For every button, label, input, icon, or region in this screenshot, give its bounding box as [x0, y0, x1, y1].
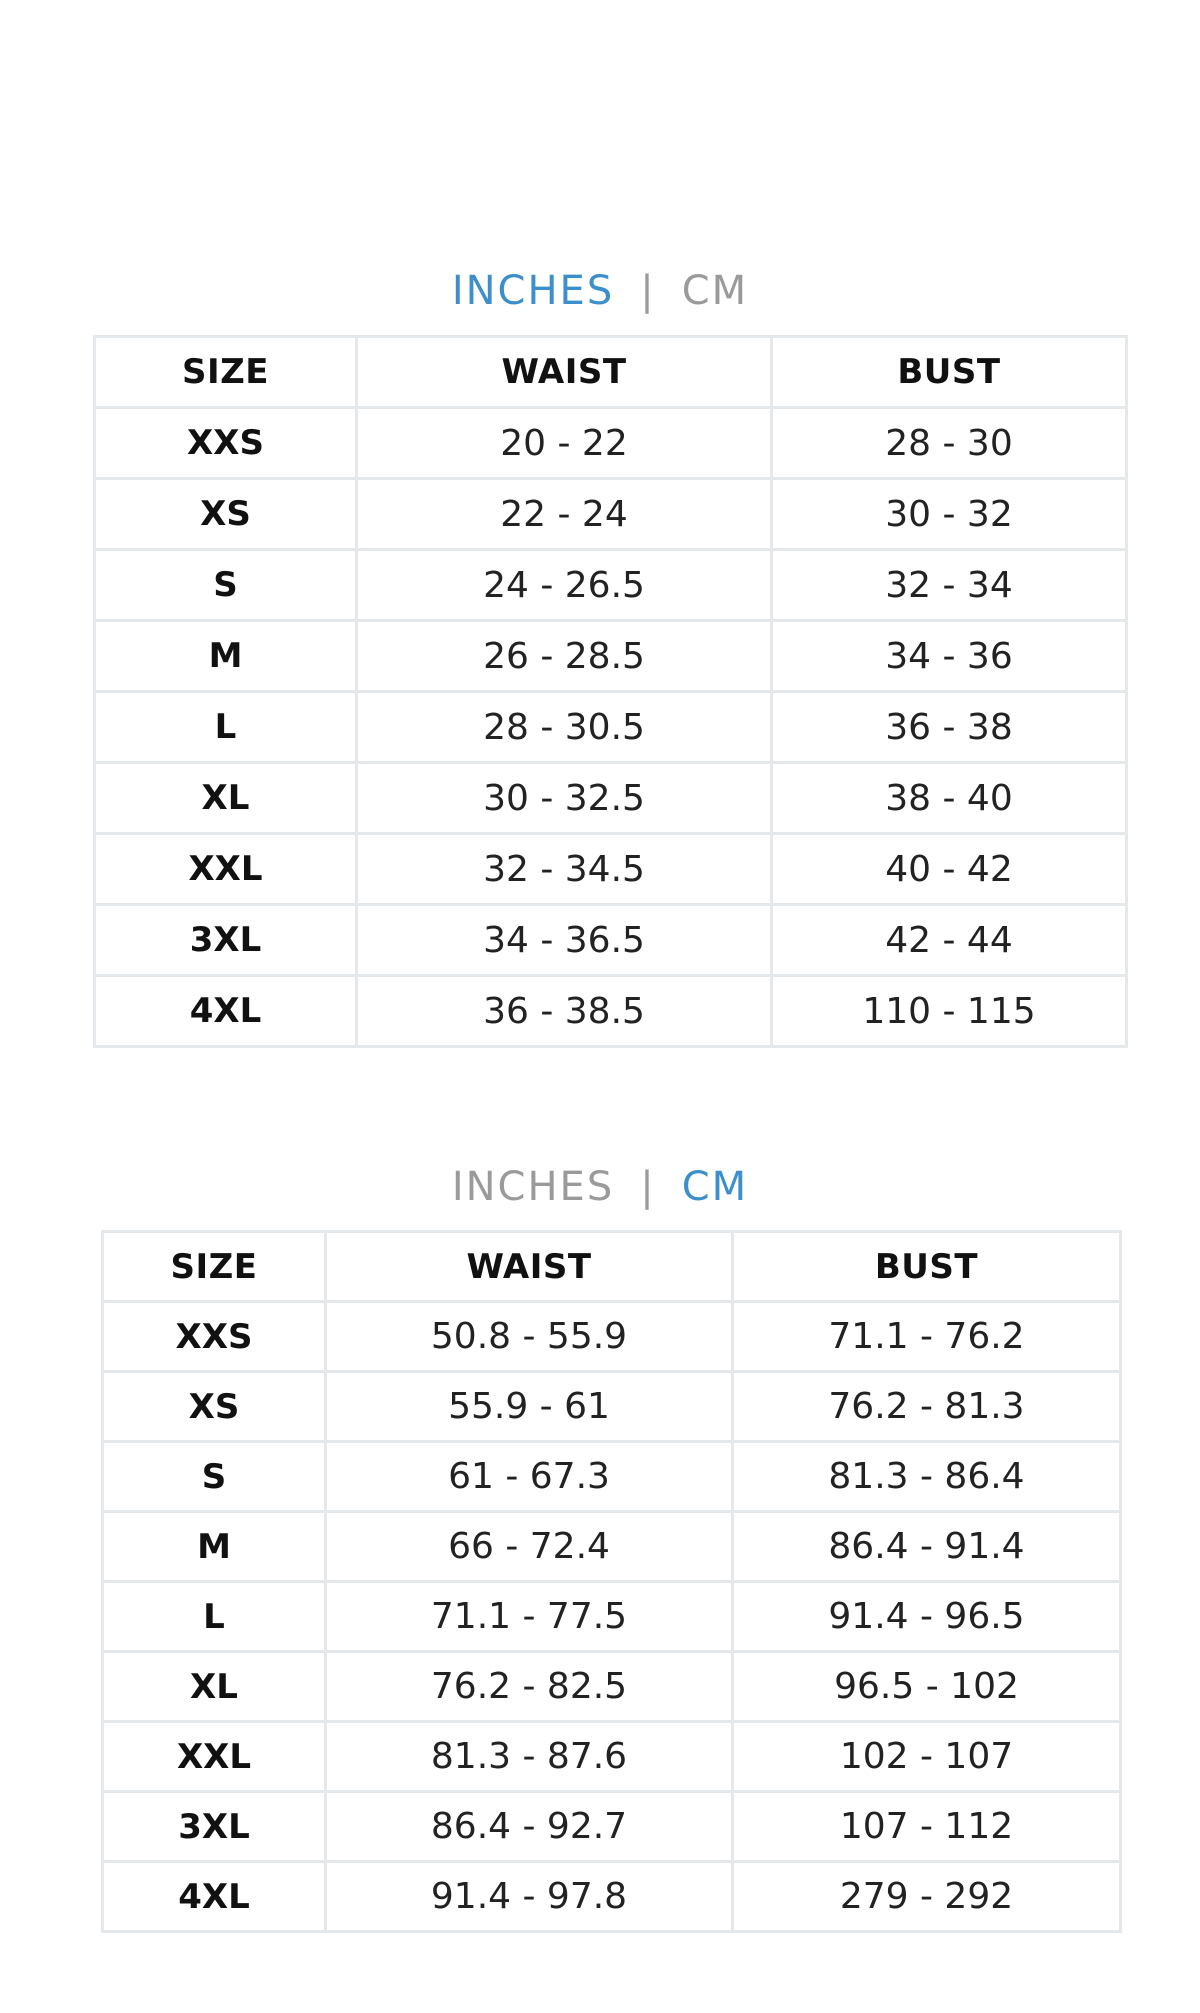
unit-toggle-cm-section	[0, 1160, 1200, 1210]
waist-cell: 61 - 67.3	[326, 1442, 733, 1512]
size-cell: M	[103, 1512, 326, 1582]
table-row	[103, 1442, 1121, 1512]
inches-tab[interactable]: INCHES	[451, 1164, 615, 1210]
header-waist: WAIST	[326, 1232, 733, 1302]
waist-cell: 71.1 - 77.5	[326, 1582, 733, 1652]
table-row	[103, 1302, 1121, 1372]
waist-cell: 86.4 - 92.7	[326, 1792, 733, 1862]
cm-tab[interactable]: CM	[681, 1164, 749, 1210]
size-cell: M	[95, 621, 357, 692]
table-body	[103, 1302, 1121, 1932]
bust-cell: 81.3 - 86.4	[733, 1442, 1121, 1512]
waist-cell: 24 - 26.5	[357, 550, 772, 621]
bust-cell: 30 - 32	[772, 479, 1127, 550]
table-row	[103, 1722, 1121, 1792]
table-row	[103, 1512, 1121, 1582]
bust-cell: 40 - 42	[772, 834, 1127, 905]
size-chart-table-cm	[101, 1230, 1122, 1933]
waist-cell: 32 - 34.5	[357, 834, 772, 905]
table-row	[95, 479, 1127, 550]
size-cell: XXL	[95, 834, 357, 905]
waist-cell: 20 - 22	[357, 408, 772, 479]
size-cell: L	[95, 692, 357, 763]
table-body	[95, 408, 1127, 1047]
bust-cell: 32 - 34	[772, 550, 1127, 621]
size-cell: 4XL	[95, 976, 357, 1047]
waist-cell: 66 - 72.4	[326, 1512, 733, 1582]
unit-separator: |	[640, 1164, 656, 1210]
waist-cell: 55.9 - 61	[326, 1372, 733, 1442]
table-row	[103, 1372, 1121, 1442]
size-cell: 3XL	[95, 905, 357, 976]
table-row	[103, 1862, 1121, 1932]
waist-cell: 26 - 28.5	[357, 621, 772, 692]
waist-cell: 76.2 - 82.5	[326, 1652, 733, 1722]
bust-cell: 76.2 - 81.3	[733, 1372, 1121, 1442]
size-cell: S	[103, 1442, 326, 1512]
table-row	[95, 692, 1127, 763]
waist-cell: 34 - 36.5	[357, 905, 772, 976]
bust-cell: 36 - 38	[772, 692, 1127, 763]
waist-cell: 81.3 - 87.6	[326, 1722, 733, 1792]
bust-cell: 34 - 36	[772, 621, 1127, 692]
table-row	[103, 1652, 1121, 1722]
table-row	[95, 834, 1127, 905]
bust-cell: 279 - 292	[733, 1862, 1121, 1932]
bust-cell: 71.1 - 76.2	[733, 1302, 1121, 1372]
size-cell: 4XL	[103, 1862, 326, 1932]
size-chart-table-inches	[93, 335, 1128, 1048]
bust-cell: 38 - 40	[772, 763, 1127, 834]
waist-cell: 28 - 30.5	[357, 692, 772, 763]
bust-cell: 86.4 - 91.4	[733, 1512, 1121, 1582]
bust-cell: 42 - 44	[772, 905, 1127, 976]
unit-separator: |	[640, 268, 656, 314]
table-row	[95, 905, 1127, 976]
size-cell: L	[103, 1582, 326, 1652]
size-cell: XS	[95, 479, 357, 550]
inches-tab[interactable]: INCHES	[451, 268, 615, 314]
table-row	[95, 621, 1127, 692]
bust-cell: 107 - 112	[733, 1792, 1121, 1862]
size-cell: XL	[95, 763, 357, 834]
bust-cell: 28 - 30	[772, 408, 1127, 479]
waist-cell: 50.8 - 55.9	[326, 1302, 733, 1372]
bust-cell: 102 - 107	[733, 1722, 1121, 1792]
size-cell: XXS	[103, 1302, 326, 1372]
header-size: SIZE	[95, 337, 357, 408]
waist-cell: 91.4 - 97.8	[326, 1862, 733, 1932]
size-cell: XXS	[95, 408, 357, 479]
table-row	[103, 1792, 1121, 1862]
header-bust: BUST	[733, 1232, 1121, 1302]
table-header-row	[95, 337, 1127, 408]
size-cell: XS	[103, 1372, 326, 1442]
table-row	[95, 550, 1127, 621]
size-cell: XL	[103, 1652, 326, 1722]
table-row	[95, 408, 1127, 479]
table-row	[95, 763, 1127, 834]
header-bust: BUST	[772, 337, 1127, 408]
size-cell: S	[95, 550, 357, 621]
table-row	[95, 976, 1127, 1047]
bust-cell: 110 - 115	[772, 976, 1127, 1047]
unit-toggle-inches-section	[0, 264, 1200, 314]
table-header-row	[103, 1232, 1121, 1302]
bust-cell: 91.4 - 96.5	[733, 1582, 1121, 1652]
header-size: SIZE	[103, 1232, 326, 1302]
header-waist: WAIST	[357, 337, 772, 408]
waist-cell: 36 - 38.5	[357, 976, 772, 1047]
size-cell: XXL	[103, 1722, 326, 1792]
table-row	[103, 1582, 1121, 1652]
waist-cell: 22 - 24	[357, 479, 772, 550]
cm-tab[interactable]: CM	[681, 268, 749, 314]
size-cell: 3XL	[103, 1792, 326, 1862]
waist-cell: 30 - 32.5	[357, 763, 772, 834]
bust-cell: 96.5 - 102	[733, 1652, 1121, 1722]
